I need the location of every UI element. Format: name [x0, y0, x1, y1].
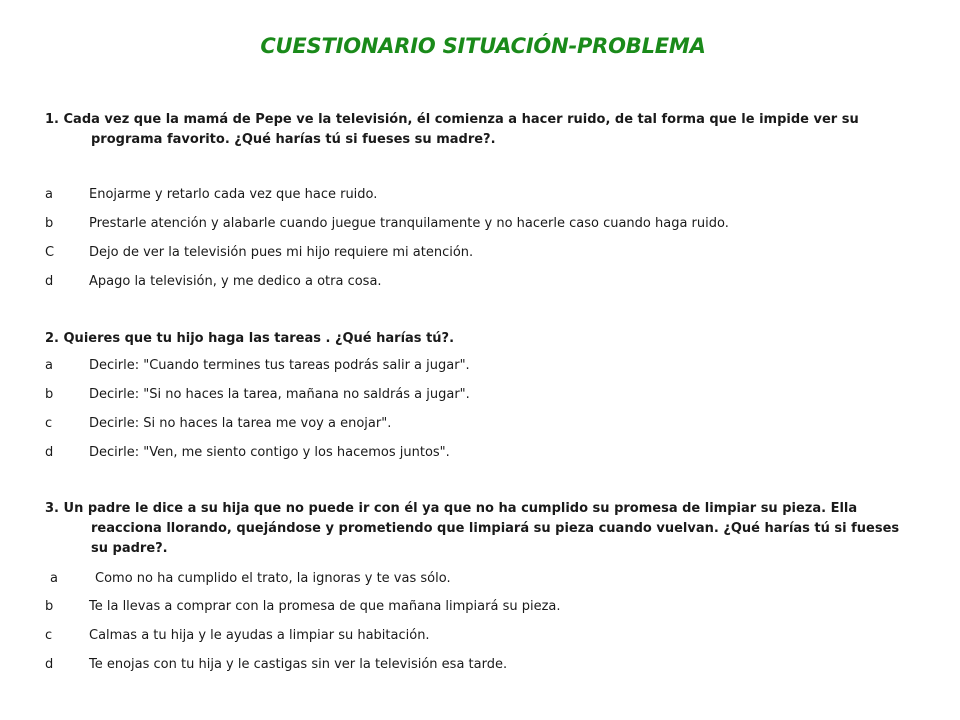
question-3-option-c[interactable]	[45, 627, 925, 645]
option-letter: c	[45, 628, 53, 643]
question-3-option-b[interactable]	[45, 598, 925, 616]
option-text: Enojarme y retarlo cada vez que hace ruido.	[89, 187, 378, 202]
question-1-option-a[interactable]	[45, 186, 925, 204]
option-text: Decirle: "Si no haces la tarea, mañana no saldrás a jugar".	[89, 387, 470, 402]
question-2-line-1: 2. Quieres que tu hijo haga las tareas . ¿Qué harías tú?.	[45, 331, 455, 346]
question-3-option-d[interactable]	[45, 656, 925, 674]
option-text: Apago la televisión, y me dedico a otra cosa.	[89, 274, 382, 289]
option-letter: b	[45, 216, 54, 231]
option-letter: C	[45, 245, 55, 260]
option-text: Prestarle atención y alabarle cuando juegue tranquilamente y no hacerle caso cuando haga ruido.	[89, 216, 729, 231]
question-2-option-c[interactable]	[45, 415, 925, 433]
question-3-line-3: su padre?.	[91, 541, 168, 556]
option-text: Dejo de ver la televisión pues mi hijo requiere mi atención.	[89, 245, 474, 260]
option-letter: b	[45, 387, 54, 402]
option-text: Te la llevas a comprar con la promesa de que mañana limpiará su pieza.	[89, 599, 561, 614]
question-1	[45, 110, 921, 150]
question-1-option-b[interactable]	[45, 215, 925, 233]
option-text: Como no ha cumplido el trato, la ignoras y te vas sólo.	[95, 571, 451, 586]
question-1-option-d[interactable]	[45, 273, 925, 291]
option-text: Decirle: "Cuando termines tus tareas podrás salir a jugar".	[89, 358, 470, 373]
option-text: Te enojas con tu hija y le castigas sin ver la televisión esa tarde.	[89, 657, 508, 672]
page-title: CUESTIONARIO SITUACIÓN-PROBLEMA	[260, 34, 706, 58]
option-letter: d	[45, 274, 54, 289]
question-2-option-b[interactable]	[45, 386, 925, 404]
question-1-line-1: 1. Cada vez que la mamá de Pepe ve la televisión, él comienza a hacer ruido, de tal forma que le impide ver su	[45, 112, 859, 127]
option-letter: a	[50, 571, 58, 586]
option-letter: a	[45, 358, 53, 373]
question-1-line-2: programa favorito. ¿Qué harías tú si fueses su madre?.	[91, 132, 496, 147]
option-letter: c	[45, 416, 53, 431]
question-2	[45, 329, 921, 349]
option-letter: a	[45, 187, 53, 202]
question-3	[45, 499, 921, 559]
option-letter: b	[45, 599, 54, 614]
question-3-line-2: reacciona llorando, quejándose y prometiendo que limpiará su pieza cuando vuelvan. ¿Qué harías tú si fueses	[91, 521, 900, 536]
question-1-option-c[interactable]	[45, 244, 925, 262]
question-2-option-a[interactable]	[45, 357, 925, 375]
option-text: Decirle: Si no haces la tarea me voy a enojar".	[89, 416, 392, 431]
option-text: Decirle: "Ven, me siento contigo y los hacemos juntos".	[89, 445, 450, 460]
question-3-option-a[interactable]	[50, 570, 930, 588]
option-letter: d	[45, 657, 54, 672]
option-text: Calmas a tu hija y le ayudas a limpiar su habitación.	[89, 628, 430, 643]
question-2-option-d[interactable]	[45, 444, 925, 462]
question-3-line-1: 3. Un padre le dice a su hija que no puede ir con él ya que no ha cumplido su promesa de limpiar su pieza. Ella	[45, 501, 858, 516]
option-letter: d	[45, 445, 54, 460]
